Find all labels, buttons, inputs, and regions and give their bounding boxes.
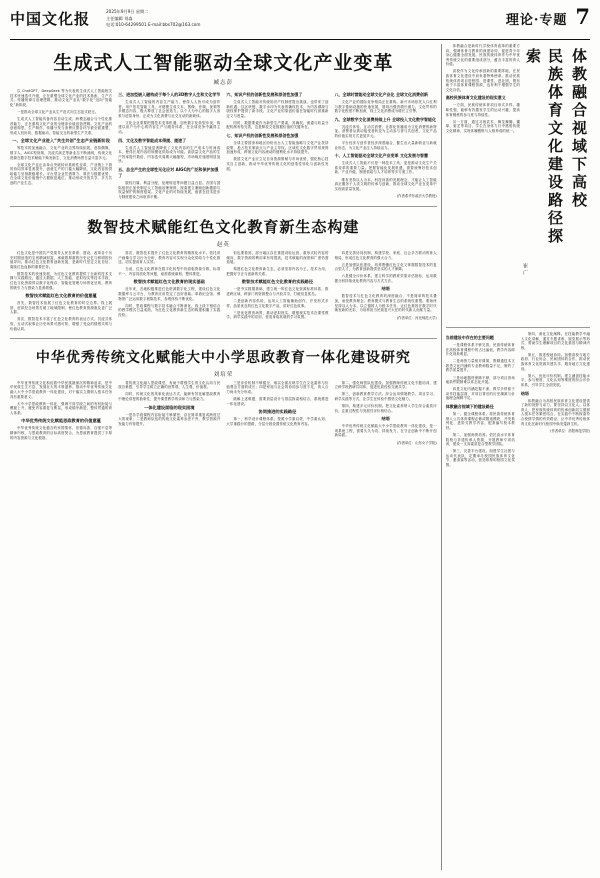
article-right-head bbox=[446, 44, 590, 328]
paragraph: 三是优化教育场景，推动虚拟现实、增强现实技术在课堂教学、研学实践中的应用，营造身临其境的学习氛围。 bbox=[226, 310, 329, 320]
paragraph: 另一方面，通过习练武术、舞龙舞狮、毽球、射艺等项目，学生在身体力行中感悟传统文化精神，实现体魄锻炼与人格养成的统一。 bbox=[445, 119, 520, 133]
article3-col-4 bbox=[335, 381, 437, 446]
subheading: 当前建设中存在的主要问题 bbox=[445, 335, 494, 340]
paragraph: 平台经济与创作者经济深度融合，催生出大量新职业与新就业形态，为文化产业注入持续活力。 bbox=[334, 141, 437, 150]
paragraph: 四是文化内涵挖掘不深，教学多停留于动作技能层面，对项目背后的历史渊源与价值理念阐释不足。 bbox=[445, 387, 515, 401]
subheading: 协同推进的实践路径 bbox=[258, 409, 297, 415]
publish-date: 2025年9月9日 星期二 bbox=[106, 9, 149, 14]
masthead-section-area bbox=[506, 6, 590, 28]
article3-byline: 刘培荣 bbox=[213, 371, 234, 378]
paragraph: 三是场地器材保障不够，部分项目因场地条件限制难以常态化开展。 bbox=[445, 375, 515, 385]
article2-byline: 赵英 bbox=[216, 241, 230, 248]
article3-columns bbox=[10, 381, 437, 446]
subheading: 高校民族体育文化建设的现实意义 bbox=[445, 95, 506, 101]
article1-col-3 bbox=[226, 89, 328, 202]
paragraph: 构建红色文化教育新生态，必须坚持内容为王、技术为用，把握好守正与创新的关系。 bbox=[226, 267, 329, 276]
subheading: 八、全球时营能动全球文化产业化 全球文化消费创新 bbox=[334, 92, 428, 97]
article-right-top-columns bbox=[446, 44, 520, 323]
author-affiliation: (作者单位：山东女子学院) bbox=[396, 441, 437, 446]
paragraph: 数智技术与红色文化教育的深度融合，不是简单的技术叠加，而是教育理念、教育模式与教育生态的系统性重塑。要始终坚持以人为本，以立德树人为根本任务，让红色基因在数字时代焕发新的光彩，为培养担当民族复兴大任的时代新人贡献力量。 bbox=[334, 294, 437, 313]
subheading: 十、人工智能驱动全球文化产业变革 文化发展与智慧 bbox=[334, 153, 428, 159]
paragraph: 但也要看到，部分地区存在重建设轻运营、重形式轻内容的倾向，数字资源的利用率有待提高，技术赋能的深度和广度仍需拓展。 bbox=[226, 250, 329, 265]
article2-headline: 数智技术赋能红色文化教育新生态构建 bbox=[87, 217, 360, 236]
article-ai-culture bbox=[10, 44, 437, 207]
paragraph: 全球文化产业正由单点突破转向系统性变革，产业链上下游的协同效率显著提升，创意生产的门槛大幅降低，文化内容的供给能力呈指数级增长。平台型企业凭借算力、算法与数据优势，在全球文化价值链中占据枢纽地位，推动形成开放共享、多方共创的产业生态。 bbox=[10, 162, 113, 185]
paragraph: 首先，数智技术拓展了红色文化教育的时空边界。线上展馆、虚拟纪念场景打破了地域限制，使红色教育资源惠及更广泛人群。 bbox=[10, 301, 113, 315]
paragraph: 体教融合是新时代学校体育改革的重要方向，强调体育与教育的深度协同，促进青少年身心健康全面发展。民族传统体育作为中华优秀传统文化的重要组成部分，蕴含丰富的育人价值。 bbox=[445, 44, 520, 67]
article2-col-1 bbox=[10, 251, 112, 334]
subheading: 五、总全产生的全球性无化应对 AIGC的广泛和保护加强了 bbox=[118, 167, 219, 179]
paragraph: 大中小学思政教育一体化，强调不同学段之间的有机衔接与螺旋上升，避免内容重复与断层，形成循序渐进、整体贯通的育人体系。 bbox=[10, 401, 113, 415]
subheading: 一体化建设面临的现实困境 bbox=[144, 404, 195, 410]
paragraph: 第一，科学设计课程体系。按照小学重启蒙、中学重认知、大学重践行的思路，分层分段设置传统文化教育内容。 bbox=[226, 417, 329, 426]
article3-col-2 bbox=[118, 381, 220, 446]
vertical-headline-group bbox=[566, 44, 590, 323]
newspaper-logo: 中国文化报 bbox=[10, 10, 91, 28]
subheading: 七、知识产权的创新性发展和原创性加强 bbox=[226, 133, 299, 139]
paragraph: 文化产业的国际竞争格局正在重构。新兴市场依托人口红利与数字基础设施的快速发展，展现出强劲增长潜力。文化贸易的数字化程度不断加深，线上文化消费成为增长主引擎。 bbox=[334, 100, 437, 114]
subheading: 中华优秀传统文化赋能思政教育的价值意蕴 bbox=[21, 418, 101, 424]
paragraph: 中华优秀传统文化蕴含的家国情怀、崇德向善、自强不息等精神内核，与思政教育的目标高度契合，为思政教育提供了丰厚的内容资源与文化根基。 bbox=[10, 426, 113, 440]
article-red-culture-education bbox=[10, 211, 437, 339]
subheading: 体教融合视域下的建设路径 bbox=[445, 404, 494, 410]
subheading: 数智技术赋能红色文化教育的实践路径 bbox=[241, 279, 314, 285]
author-affiliation: (作者系华东政法大学教授) bbox=[396, 194, 437, 199]
column-divider bbox=[441, 44, 442, 870]
paragraph: 第二，强化师资队伍建设。加强教师传统文化专题培训，建立跨学段教研共同体，促进优质经验交流共享。 bbox=[334, 380, 437, 390]
subheading: 数智技术赋能红色文化教育的价值意蕴 bbox=[25, 293, 97, 299]
paragraph: 破解上述难题，需要顶层设计与基层探索相结合，系统推进一体化建设。 bbox=[226, 397, 329, 406]
vertical-headline-group-2 bbox=[520, 44, 566, 323]
article-right-byline: 崔广 bbox=[522, 263, 528, 277]
paragraph: 生成式人工智能具备内容自动生成、跨模态融合与个性化推荐能力，正在重构文化产业的全链条价值创造逻辑。文化产品的创意构思、生产制作、传播分发与消费反馈各环节被全面重塑，形成人机协同、数据驱动、智能交互的新型生产关系。 bbox=[10, 116, 113, 135]
subheading: 结语 bbox=[520, 390, 529, 396]
paragraph: 高校作为文化传承创新的重要阵地，在民族体育文化建设中肩负着特殊使命。推动民族传统体育项目进校园、进课堂、进社团，既有助于丰富体育课程资源，也有利于增强学生的文化自信。 bbox=[445, 69, 520, 92]
paragraph: 第一，健全课程体系。将民族传统体育纳入公共体育课程必修或限选模块，开发系列化、进阶式教学内容，配套编写校本教材。 bbox=[445, 412, 515, 430]
article1-byline: 臧志彭 bbox=[213, 80, 234, 86]
paragraph: 第四，深化文化阐释。在技能教学中融入文化讲解，通过专题讲座、展览展示等形式，帮助学生理解项目的文化基因与精神内核。 bbox=[520, 332, 591, 350]
paragraph: 其次，数智技术丰富了红色文化教育的表达方式。沉浸式体验、互动式叙事让历史场景可感可知，增强了受众的情感共鸣与价值认同。 bbox=[10, 317, 113, 331]
paragraph: 版权归属、利益分配、伦理规范等问题日益凸显。各国与国际组织正加快制定人工智能治理规则，探索建立兼顾创新激励与权益保护的制度框架。文化产业的可持续发展，亟需在技术进步与制度建设之间取得平衡。 bbox=[118, 181, 221, 199]
article1-columns bbox=[10, 89, 437, 202]
paragraph: 第二，加强师资培养。依托高水平体育院校与非遗传承人资源，开展教师专项培训，建设一支高素质复合型教学团队。 bbox=[445, 432, 515, 447]
paragraph: 中华优秀传统文化赋能大中小学思政教育一体化建设，是一项系统工程，需要久久为功、持续发力，在守正创新中不断开创新局面。 bbox=[334, 424, 437, 438]
article2-columns bbox=[10, 251, 437, 334]
paragraph: 将传统文化融入思政课堂，有助于增强学生的文化认同与民族自豪感，引导学生树立正确的世界观、人生观、价值观。 bbox=[118, 380, 221, 390]
paragraph: 同时，传统文化的具象化表达方式，能够有效化解思政教育中理论讲授的抽象性，提升课堂教学的亲和力与感染力。 bbox=[118, 392, 221, 401]
article-right-headline-line1: 体教融合视域下高校 bbox=[570, 48, 588, 210]
paragraph: 第五，推进校地协同。加强高校与地方政府、行业协会、民间团体的合作，推动民族体育文化资源共建共享，服务地方文化建设。 bbox=[520, 352, 591, 371]
paragraph: 四是完善协同机制，构建学校、家庭、社会多方联动的育人格局，形成红色文化教育的强大合力。 bbox=[334, 250, 437, 260]
page-body bbox=[10, 44, 590, 870]
paragraph: 第六，优化评价机制。建立涵盖技能水平、参与程度、文化认知等维度的综合评价体系，引导学生全面发展。 bbox=[520, 373, 591, 387]
paragraph: 第三，创新教育教学方法。综合运用情境教学、项目学习、研学实践等方式，让学生在体验中感悟文化魅力。 bbox=[334, 392, 437, 401]
subheading: 结语 bbox=[381, 416, 390, 422]
paragraph: 红色文化是中国共产党领导人民在革命、建设、改革各个历史时期创造的宝贵精神财富，承载着厚重的历史记忆与鲜明的价值导向。推动红色文化教育创新发展，是新时代坚定文化自信、赓续红色血脉的重要任务。 bbox=[10, 250, 113, 269]
subheading: 三、进加型嵌入磁构成于每个人的3D数字人生和文化学节 bbox=[118, 92, 221, 97]
subheading: 一、全球文化产业进入“共生共创”生态产业链新阶段 bbox=[12, 138, 110, 144]
article3-col-1 bbox=[10, 381, 112, 446]
left-zone bbox=[10, 44, 437, 870]
paragraph: 近年来，各地积极推进红色资源数字化工程，建设红色文化数据库与云平台，为教育应用奠定了良好基础。革命纪念馆、博物馆广泛运用数字展陈技术，参观体验不断优化。 bbox=[118, 287, 221, 301]
article3-headline: 中华优秀传统文化赋能大中小学思政教育一体化建设研究 bbox=[35, 349, 411, 366]
article-right-bottom-columns bbox=[446, 332, 590, 470]
paragraph: 第三，完善平台建设。组建学生社团与运动代表队，定期举办校园民族体育文化节、邀请赛等活动，营造浓厚的校园文化氛围。 bbox=[445, 449, 515, 467]
paragraph: 第四，构建多元评价机制。把文化素养纳入学生综合素质评价，注重过程性与发展性评价相结合。 bbox=[334, 404, 437, 413]
right-zone bbox=[446, 44, 590, 870]
paragraph: 二是师资力量相对薄弱，既精通技术又熟悉文化内涵的专业教师数量不足，制约了教学质量提升。 bbox=[445, 359, 515, 373]
article2-col-4 bbox=[335, 251, 437, 334]
paragraph: 中华优秀传统文化积淀着中华民族最深沉的精神追求，是中华民族生生不息、发展壮大的丰厚滋养。推动中华优秀传统文化融入大中小学思政教育一体化建设，对于落实立德树人根本任务具有重要意义。 bbox=[10, 380, 113, 399]
paragraph: 同时，数据要素作为新型生产要素，其确权、流通与收益分配机制有待完善，这是释放文化数据价值的关键所在。 bbox=[226, 120, 329, 130]
paragraph: 体教融合为高校民族体育文化建设提供了新的视野与动力。要坚持以文化人、以体育人，把民族传统体育的传承创新同立德树人根本任务紧密结合，在实践中不断探索符合校情学情的有效路径，让中华优秀传统体育文化在新时代校园中焕发蓬勃生机。 bbox=[520, 398, 591, 426]
paragraph: 一方面，民族传统体育项目形式多样、趣味性强，能够有效激发学生的运动兴趣，提高体育锻炼的参与度与持续性。 bbox=[445, 103, 520, 117]
author-affiliation: (作者单位：洛阳师范学院) bbox=[550, 429, 591, 434]
paragraph: 文化企业需要把握技术变革机遇，加快数字化转型步伐，构建以用户为中心的内容生产与服务体系，在全球竞争中赢得主动。 bbox=[118, 120, 221, 135]
paragraph: 生成式人工智能的内容生产能力，使得人人皆可成为创作者。用户依托智能工具，可便捷生成文本、图像、音频、视频等多模态内容，极大释放了社会创造力。以个人为中心的数字人形象与虚拟身份，正成为文化消费与社交互动的新载体。 bbox=[118, 100, 221, 118]
masthead-meta bbox=[106, 6, 200, 29]
article-traditional-culture-ideology bbox=[10, 343, 437, 450]
masthead bbox=[10, 6, 590, 40]
paragraph: 全球主要国家和地区纷纷出台人工智能战略与文化产业扶持政策，抢占技术制高点与产业主导权。区域性文化数字贸易规则加速形成，跨境文化内容流动的便利化水平持续提升。 bbox=[226, 141, 329, 155]
paragraph: 唯有坚持以人为本、科技向善的发展理念，才能让人工智能真正服务于人类文明的传承与创新，推动全球文化产业在变革中实现高质量发展。 bbox=[334, 177, 437, 191]
author-affiliation: (作者单位：河北师范大学) bbox=[396, 315, 437, 320]
paragraph: 生成式人工智能显著降低了文化内容的生产成本与时间成本，使得长尾内容的规模化供给成为可能。高质量文化产品的生产效率提升数倍，内容迭代周期大幅缩短，市场响应速度明显加快。 bbox=[118, 145, 221, 164]
article-right-col-3 bbox=[521, 332, 590, 470]
subheading: 九、全球数字文化消费持续上升 全球投入文化数字智能化 bbox=[334, 116, 436, 122]
article-right-body bbox=[446, 328, 590, 470]
paragraph: 沉浸式体验、互动式消费、社群化传播成为文化消费的新特征。消费者从被动接受者转变为主动参与者与共创者，文化产品的价值实现方式更加多元。 bbox=[334, 124, 437, 138]
paragraph: 一是夯实数据基础，建立统一的红色文化资源标准体系，推进跨区域、跨部门的资源整合与开放共享，打破信息孤岛。 bbox=[226, 287, 329, 296]
paragraph: 一是推动全球文化产业从生产范式向生态范式跃迁。 bbox=[17, 109, 99, 114]
section-title: 理论·专题 bbox=[505, 13, 568, 28]
paragraph: 生成式人工智能对传统知识产权制度提出挑战，也带来了创新机遇。以区块链、数字水印为代表的确权技术，为内容溯源与版权保护提供了新手段。文化产业的原创价值在智能时代被重新定义与度量。 bbox=[226, 100, 329, 118]
article1-headline: 生成式人工智能驱动全球文化产业变革 bbox=[53, 52, 394, 74]
paragraph: 五是加强队伍建设，培养既懂红色文化又掌握数智技术的复合型人才，为教育创新提供坚实的人才保障。 bbox=[334, 262, 437, 272]
paragraph: 数智技术的快速发展，为红色文化教育提供了全新的技术支撑与实践路径。通过大数据、人工智能、虚拟现实等技术手段，红色文化资源得以数字化保存、智能化管理与场景化呈现，教育的吸引力与感染力显著增强。 bbox=[10, 271, 113, 290]
article2-col-3 bbox=[226, 251, 328, 334]
paragraph: 一是课程体系不够完善，民族传统体育在高校体育课程中的占比偏低，教学内容碎片化现象明显。 bbox=[445, 343, 515, 357]
contact-line: 电话:010-64299501 E-mail:bbs702@163.com bbox=[106, 22, 201, 27]
paragraph: 一是各学段课程内容衔接不够紧密，存在简单重复或跨度过大的现象；二是教师队伍的传统文化素养参差不齐，教学资源开发能力有待提升。 bbox=[118, 412, 221, 426]
paragraph: 等技术的加速融合，文化产业的边界持续拓展。虚拟偶像、数字人、AIGC短视频、沉浸式演艺等新业态不断涌现，传统文化资源在数字技术赋能下焕发新生，文化消费场景日益丰富多元。 bbox=[10, 146, 113, 160]
paragraph: 六是健全评价体系，建立科学的教育效果评估指标，运用数据分析持续优化教育内容与方式方法。 bbox=[334, 274, 437, 283]
paragraph: 再次，数智技术提升了红色文化教育的精准化水平。依托用户画像与学习行为分析，教育内容可实现分众化供给与个性化推送，切实提高育人实效。 bbox=[118, 250, 221, 265]
article3-col-3 bbox=[226, 381, 328, 446]
paragraph: 以 ChatGPT、DeepSeek 等为代表的生成式人工智能相关技术快速迭代升级，正在重塑全球文化产业的技术基座、生产方式、传播规律与治理逻辑，推动文化产业从“数字化”迈向“智能化”新阶段。 bbox=[10, 89, 113, 107]
article1-col-4 bbox=[335, 89, 437, 202]
paragraph: 我国文化产业应立足自身资源禀赋与市场优势，强化核心技术自主创新，推动中华优秀传统文化的创造性转化与创新性发展。 bbox=[226, 157, 329, 171]
page-number: 7 bbox=[575, 4, 590, 29]
article1-col-1 bbox=[10, 89, 112, 202]
paragraph: 二是创新内容供给，运用人工智能辅助创作，开发形式多样、品质优良的红色文化数字产品，讲好红色故事。 bbox=[226, 299, 329, 308]
subheading: 结语 bbox=[381, 286, 390, 292]
article-right-col-2 bbox=[446, 332, 515, 470]
subheading: 四、文化及数字智能成本得提、提速了 bbox=[118, 137, 187, 143]
article-right-col-1 bbox=[446, 44, 520, 323]
paragraph: 当前，红色文化教育在数字化转型中仍面临资源分散、标准不一、内容同质化等问题，亟需系统谋划、整体推进。 bbox=[118, 267, 221, 276]
article1-col-2 bbox=[118, 89, 220, 202]
article-right-headline-line2: 民族体育文化建设路径探索 bbox=[524, 48, 564, 246]
editor-line: 主任编辑 刘淼 bbox=[106, 15, 133, 21]
subheading: 数智技术赋能红色文化教育的现实基础 bbox=[133, 279, 205, 285]
paragraph: 三是评价机制不够健全，难以全面反映学生在文化素养与价值观念方面的成长；四是家庭与社会的协同参与度不足，育人合力尚未充分形成。 bbox=[226, 380, 329, 394]
paragraph: 生成式人工智能不仅是一种技术工具，更是推动文化生产关系变革的重要力量。把握智能化发展机遇，需要统筹好技术创新、产业升级、制度供给与人才培养等多方面工作。 bbox=[334, 161, 437, 175]
subheading: 六、知识产权的创新性发展和原创性加强了 bbox=[226, 92, 303, 97]
article2-col-2 bbox=[118, 251, 220, 334]
paragraph: 同时，思政课程与数字技术融合不断深化，线上线下相结合的教学模式日益成熟，为红色文化教育新生态的构建积累了实践经验。 bbox=[118, 303, 221, 317]
